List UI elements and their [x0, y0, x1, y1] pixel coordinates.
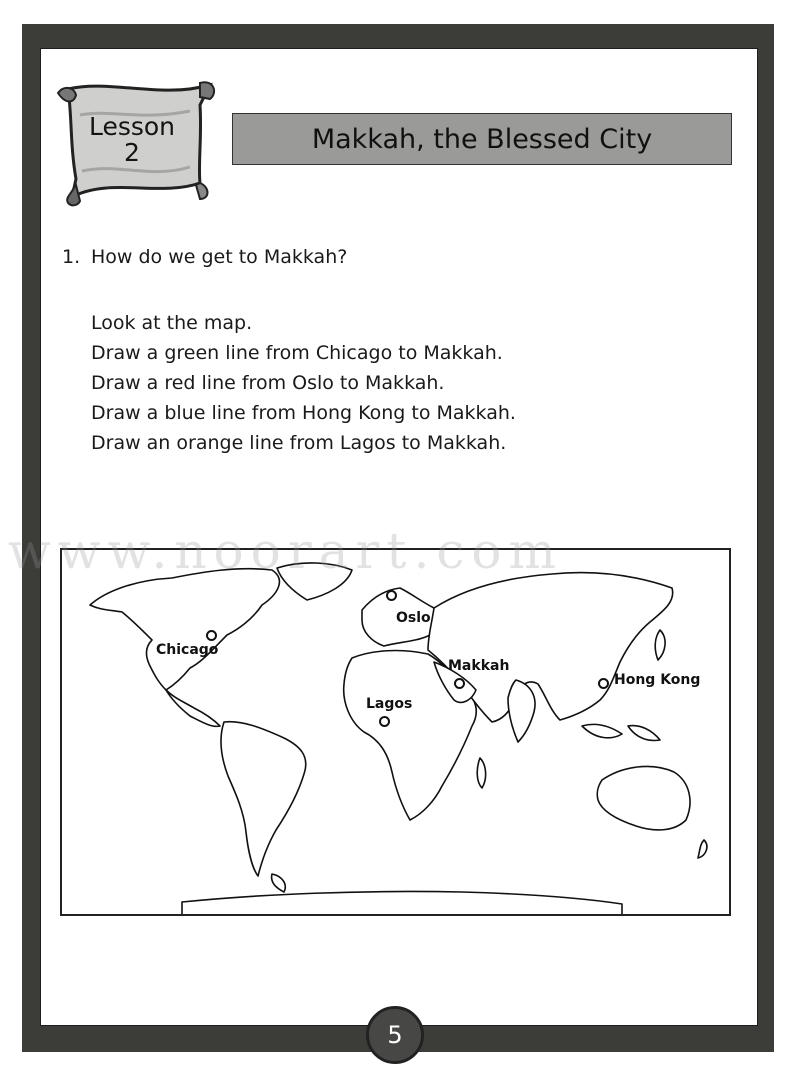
instruction-list — [91, 308, 516, 458]
city-label-lagos: Lagos — [366, 696, 413, 712]
instruction-item: Look at the map. — [91, 312, 253, 334]
instruction-item: Draw a blue line from Hong Kong to Makkah. — [91, 402, 516, 424]
instruction-item: Draw a green line from Chicago to Makkah. — [91, 342, 503, 364]
instruction-item: Draw an orange line from Lagos to Makkah. — [91, 432, 507, 454]
city-label-makkah: Makkah — [448, 658, 510, 674]
instruction-item: Draw a red line from Oslo to Makkah. — [91, 372, 445, 394]
chicago-marker — [206, 630, 217, 641]
lesson-number: 2 — [124, 138, 140, 167]
question-text: How do we get to Makkah? — [91, 246, 348, 268]
lesson-label — [72, 114, 192, 166]
lesson-title-bar — [232, 113, 732, 165]
lesson-word: Lesson — [88, 112, 176, 141]
oslo-marker — [386, 590, 397, 601]
city-label-chicago: Chicago — [156, 642, 219, 658]
city-label-oslo: Oslo — [396, 610, 431, 626]
city-label-hong-kong: Hong Kong — [614, 672, 701, 688]
makkah-marker — [454, 678, 465, 689]
lesson-title: Makkah, the Blessed City — [311, 123, 653, 155]
lagos-marker — [379, 716, 390, 727]
world-map — [60, 548, 731, 916]
page-number-badge — [366, 1006, 424, 1064]
watermark: www.noorart.com — [8, 522, 563, 580]
question-number: 1. — [62, 246, 81, 268]
page-number: 5 — [387, 1021, 403, 1049]
hong-kong-marker — [598, 678, 609, 689]
world-map-outline — [62, 550, 731, 916]
